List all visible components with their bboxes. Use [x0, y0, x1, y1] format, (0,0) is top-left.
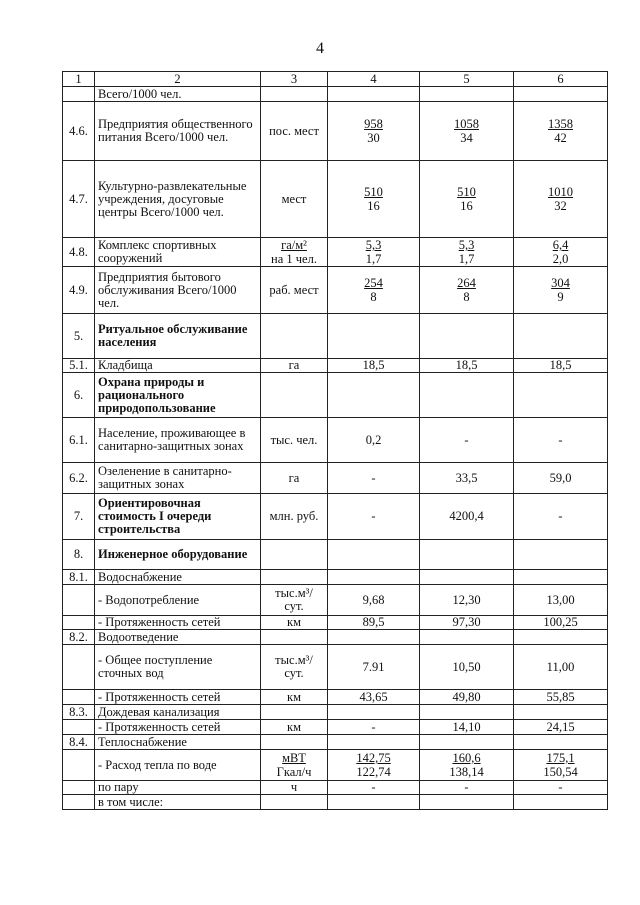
row-value-col6-bottom: 2,0 [552, 252, 569, 266]
row-value-col6 [514, 795, 608, 810]
row-unit: км [261, 616, 328, 630]
header-cell-1: 1 [63, 72, 95, 87]
row-value-col6 [514, 238, 608, 267]
row-value-col5 [420, 238, 514, 267]
row-name: Охрана природы и рационального природопользование [95, 373, 261, 418]
row-value-col5-top: 160,6 [452, 751, 481, 765]
row-value-col5 [420, 750, 514, 781]
row-name: Водоотведение [95, 630, 261, 645]
row-number: 8. [63, 540, 95, 570]
row-value-col4-fraction [356, 751, 390, 779]
row-value-col5-fraction [459, 238, 475, 266]
table-row [63, 570, 608, 585]
row-value-col6-fraction [548, 117, 573, 145]
row-number: 4.9. [63, 267, 95, 314]
row-number [63, 585, 95, 616]
header-cell-6: 6 [514, 72, 608, 87]
row-value-col4: - [328, 463, 420, 494]
row-value-col4: 43,65 [328, 690, 420, 705]
row-value-col5 [420, 735, 514, 750]
table-row [63, 585, 608, 616]
row-value-col6: 55,85 [514, 690, 608, 705]
row-value-col6-top: 1010 [548, 185, 573, 199]
row-name: - Расход тепла по воде [95, 750, 261, 781]
row-number [63, 645, 95, 690]
row-value-col5 [420, 314, 514, 359]
row-value-col5-fraction [457, 185, 476, 213]
row-value-col6 [514, 735, 608, 750]
row-value-col4: - [328, 494, 420, 540]
row-number [63, 720, 95, 735]
row-name: Всего/1000 чел. [95, 87, 261, 102]
row-value-col4-fraction [364, 117, 383, 145]
row-value-col5: 10,50 [420, 645, 514, 690]
table-row [63, 630, 608, 645]
row-value-col6-fraction [553, 238, 569, 266]
row-name: - Водопотребление [95, 585, 261, 616]
row-number [63, 795, 95, 810]
table-row [63, 795, 608, 810]
row-value-col5 [420, 87, 514, 102]
row-value-col4 [328, 795, 420, 810]
row-unit: га [261, 359, 328, 373]
row-value-col5-fraction [457, 276, 476, 304]
row-value-col4 [328, 161, 420, 238]
row-number [63, 616, 95, 630]
row-value-col4 [328, 87, 420, 102]
row-unit-fraction [271, 238, 317, 266]
row-value-col5-bottom: 138,14 [449, 765, 484, 779]
row-value-col4-fraction [364, 276, 383, 304]
row-unit: км [261, 720, 328, 735]
table-row [63, 705, 608, 720]
header-cell-3: 3 [261, 72, 328, 87]
row-value-col5 [420, 570, 514, 585]
row-number: 8.3. [63, 705, 95, 720]
row-value-col4-bottom: 16 [367, 199, 380, 213]
table-row [63, 750, 608, 781]
row-unit [261, 314, 328, 359]
row-value-col6 [514, 630, 608, 645]
table-row [63, 781, 608, 795]
row-value-col6: 11,00 [514, 645, 608, 690]
row-unit: пос. мест [261, 102, 328, 161]
row-value-col4: - [328, 781, 420, 795]
row-number [63, 781, 95, 795]
row-value-col6 [514, 314, 608, 359]
row-name: Теплоснабжение [95, 735, 261, 750]
row-value-col6-bottom: 150,54 [543, 765, 578, 779]
row-value-col6: - [514, 781, 608, 795]
row-number: 8.4. [63, 735, 95, 750]
row-value-col6-bottom: 32 [554, 199, 567, 213]
row-unit [261, 238, 328, 267]
row-value-col6: - [514, 418, 608, 463]
table-row [63, 359, 608, 373]
row-name: - Протяженность сетей [95, 616, 261, 630]
row-value-col4: 18,5 [328, 359, 420, 373]
row-unit: тыс. чел. [261, 418, 328, 463]
table-row [63, 267, 608, 314]
row-value-col6 [514, 750, 608, 781]
table-row [63, 463, 608, 494]
table-row [63, 373, 608, 418]
row-value-col6: 59,0 [514, 463, 608, 494]
row-name: Водоснабжение [95, 570, 261, 585]
row-value-col6: 100,25 [514, 616, 608, 630]
row-value-col6 [514, 87, 608, 102]
row-name: по пару [95, 781, 261, 795]
row-unit [261, 750, 328, 781]
row-unit-fraction [277, 751, 312, 779]
row-value-col5 [420, 102, 514, 161]
table-row [63, 494, 608, 540]
row-number: 6. [63, 373, 95, 418]
header-cell-4: 4 [328, 72, 420, 87]
row-value-col5: 12,30 [420, 585, 514, 616]
row-value-col4-top: 510 [364, 185, 383, 199]
table-row [63, 87, 608, 102]
row-value-col4-top: 254 [364, 276, 383, 290]
page-number: 4 [316, 40, 324, 57]
row-value-col4 [328, 735, 420, 750]
row-name: Предприятия бытового обслуживания Всего/1000 чел. [95, 267, 261, 314]
row-name: Культурно-развлекательные учреждения, досуговые центры Всего/1000 чел. [95, 161, 261, 238]
row-value-col4-bottom: 1,7 [365, 252, 382, 266]
row-value-col5: 18,5 [420, 359, 514, 373]
row-unit-bottom: Гкал/ч [276, 765, 312, 779]
row-value-col5: 33,5 [420, 463, 514, 494]
table-row [63, 720, 608, 735]
row-value-col4-top: 5,3 [365, 238, 382, 252]
row-unit [261, 705, 328, 720]
row-value-col6-fraction [543, 751, 577, 779]
row-value-col6: 24,15 [514, 720, 608, 735]
row-number: 6.2. [63, 463, 95, 494]
row-unit-bottom: на 1 чел. [271, 252, 317, 266]
row-unit: км [261, 690, 328, 705]
row-unit: раб. мест [261, 267, 328, 314]
row-unit [261, 735, 328, 750]
row-value-col5-top: 1058 [454, 117, 479, 131]
row-value-col6 [514, 373, 608, 418]
row-name: Комплекс спортивных сооружений [95, 238, 261, 267]
row-name: Ритуальное обслуживание населения [95, 314, 261, 359]
row-value-col6 [514, 102, 608, 161]
row-name: - Протяженность сетей [95, 720, 261, 735]
row-value-col6-top: 6,4 [552, 238, 569, 252]
table-body [63, 87, 608, 810]
row-value-col5-top: 5,3 [458, 238, 475, 252]
row-value-col4 [328, 373, 420, 418]
row-unit: тыс.м³/ сут. [261, 645, 328, 690]
row-value-col4-fraction [364, 185, 383, 213]
row-value-col5: 49,80 [420, 690, 514, 705]
row-unit: тыс.м³/ сут. [261, 585, 328, 616]
row-value-col5-fraction [449, 751, 483, 779]
row-value-col5: - [420, 781, 514, 795]
row-value-col6: - [514, 494, 608, 540]
table-row [63, 314, 608, 359]
row-unit [261, 373, 328, 418]
table-row [63, 540, 608, 570]
row-name: Предприятия общественного питания Всего/1000 чел. [95, 102, 261, 161]
row-value-col5 [420, 161, 514, 238]
row-value-col6 [514, 161, 608, 238]
row-value-col4 [328, 102, 420, 161]
indicators-table [62, 71, 608, 810]
row-value-col6-fraction [551, 276, 570, 304]
row-name: Население, проживающее в санитарно-защитных зонах [95, 418, 261, 463]
row-number: 5.1. [63, 359, 95, 373]
row-name: Кладбища [95, 359, 261, 373]
row-value-col4 [328, 314, 420, 359]
row-name: в том числе: [95, 795, 261, 810]
table-row [63, 690, 608, 705]
header-cell-5: 5 [420, 72, 514, 87]
row-value-col5: 97,30 [420, 616, 514, 630]
row-value-col4 [328, 750, 420, 781]
table-row [63, 735, 608, 750]
row-unit: млн. руб. [261, 494, 328, 540]
row-unit-top: га/м² [281, 238, 307, 252]
row-number [63, 690, 95, 705]
row-value-col6-bottom: 42 [554, 131, 567, 145]
row-number: 6.1. [63, 418, 95, 463]
row-value-col4 [328, 238, 420, 267]
row-value-col4 [328, 630, 420, 645]
row-value-col4: 0,2 [328, 418, 420, 463]
row-value-col4-bottom: 122,74 [356, 765, 391, 779]
row-value-col6 [514, 267, 608, 314]
row-unit [261, 630, 328, 645]
row-value-col4-fraction [366, 238, 382, 266]
row-value-col4 [328, 705, 420, 720]
row-value-col4-top: 142,75 [356, 751, 391, 765]
row-value-col5: 4200,4 [420, 494, 514, 540]
row-number [63, 87, 95, 102]
row-value-col4-top: 958 [364, 117, 383, 131]
table-row [63, 238, 608, 267]
row-value-col6-top: 304 [551, 276, 570, 290]
row-value-col4: 89,5 [328, 616, 420, 630]
row-value-col4 [328, 267, 420, 314]
row-value-col5-top: 510 [457, 185, 476, 199]
row-number: 5. [63, 314, 95, 359]
row-number: 4.8. [63, 238, 95, 267]
header-cell-2: 2 [95, 72, 261, 87]
row-unit: га [261, 463, 328, 494]
row-value-col5 [420, 795, 514, 810]
row-value-col6 [514, 705, 608, 720]
row-name: Ориентировочная стоимость I очереди строительства [95, 494, 261, 540]
row-value-col6-fraction [548, 185, 573, 213]
row-value-col4: - [328, 720, 420, 735]
row-number: 8.1. [63, 570, 95, 585]
row-value-col6: 18,5 [514, 359, 608, 373]
row-value-col4 [328, 540, 420, 570]
row-value-col6-top: 1358 [548, 117, 573, 131]
row-unit-top: мВТ [282, 751, 306, 765]
row-value-col5: - [420, 418, 514, 463]
row-number: 8.2. [63, 630, 95, 645]
row-value-col4: 7.91 [328, 645, 420, 690]
row-unit [261, 540, 328, 570]
row-unit [261, 570, 328, 585]
row-value-col5 [420, 540, 514, 570]
table-row [63, 418, 608, 463]
row-name: Инженерное оборудование [95, 540, 261, 570]
row-name: - Общее поступление сточных вод [95, 645, 261, 690]
row-value-col4: 9,68 [328, 585, 420, 616]
row-value-col5-bottom: 16 [460, 199, 473, 213]
row-value-col6-bottom: 9 [557, 290, 564, 304]
row-value-col5-bottom: 1,7 [458, 252, 475, 266]
row-value-col6 [514, 570, 608, 585]
row-name: - Протяженность сетей [95, 690, 261, 705]
row-value-col5 [420, 630, 514, 645]
row-value-col5-top: 264 [457, 276, 476, 290]
row-value-col5 [420, 373, 514, 418]
row-unit: ч [261, 781, 328, 795]
row-value-col4-bottom: 30 [367, 131, 380, 145]
row-unit: мест [261, 161, 328, 238]
row-unit [261, 795, 328, 810]
row-number: 4.6. [63, 102, 95, 161]
row-value-col4 [328, 570, 420, 585]
row-value-col5: 14,10 [420, 720, 514, 735]
row-unit [261, 87, 328, 102]
row-name: Озеленение в санитарно-защитных зонах [95, 463, 261, 494]
row-number: 7. [63, 494, 95, 540]
table-row [63, 102, 608, 161]
table-row [63, 616, 608, 630]
table-header-row [63, 72, 608, 87]
row-value-col6 [514, 540, 608, 570]
row-number [63, 750, 95, 781]
table-row [63, 161, 608, 238]
row-value-col5-fraction [454, 117, 479, 145]
row-value-col6: 13,00 [514, 585, 608, 616]
row-value-col5-bottom: 8 [463, 290, 470, 304]
row-value-col4-bottom: 8 [370, 290, 377, 304]
row-value-col5 [420, 267, 514, 314]
row-value-col5 [420, 705, 514, 720]
row-number: 4.7. [63, 161, 95, 238]
row-name: Дождевая канализация [95, 705, 261, 720]
row-value-col6-top: 175,1 [546, 751, 575, 765]
table-row [63, 645, 608, 690]
row-value-col5-bottom: 34 [460, 131, 473, 145]
